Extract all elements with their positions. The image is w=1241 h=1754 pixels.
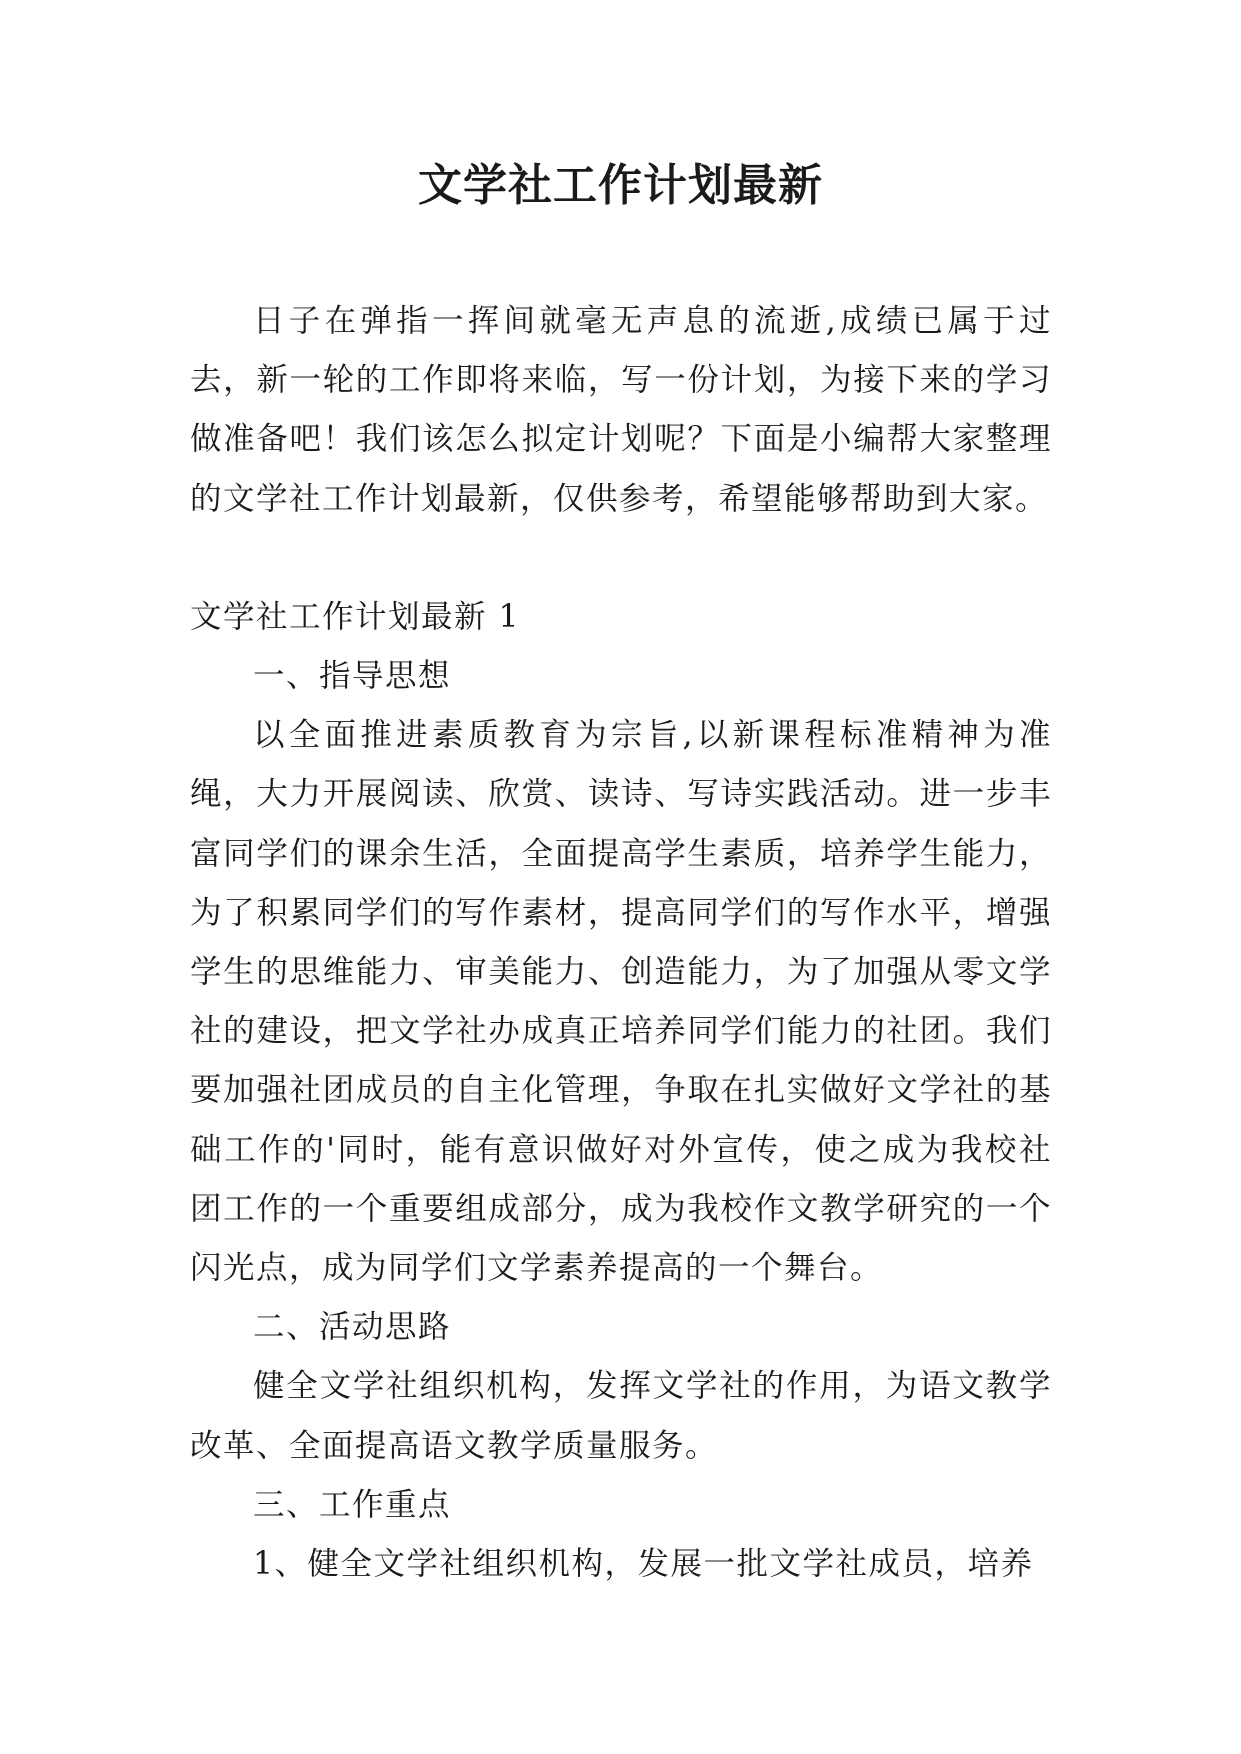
heading-activity-approach: 二、活动思路 bbox=[253, 1309, 452, 1346]
paragraph-work-focus: 1、健全文学社组织机构，发展一批文学社成员，培养 bbox=[253, 1546, 1034, 1583]
heading-work-focus: 三、工作重点 bbox=[253, 1486, 452, 1523]
document-title: 文学社工作计划最新 bbox=[418, 160, 823, 211]
section-title: 文学社工作计划最新 1 bbox=[190, 598, 521, 635]
document-body bbox=[190, 292, 1052, 1594]
heading-guiding-ideology: 一、指导思想 bbox=[253, 658, 452, 695]
intro-paragraph: 日子在弹指一挥间就毫无声息的流逝,成绩已属于过去，新一轮的工作即将来临，写一份计划，为接下来的学习做准备吧！我们该怎么拟定计划呢？下面是小编帮大家整理的文学社工作计划最新，仅供参考，希望能够帮助到大家。 bbox=[190, 303, 1052, 517]
paragraph-activity-approach: 健全文学社组织机构，发挥文学社的作用，为语文教学改革、全面提高语文教学质量服务。 bbox=[190, 1368, 1052, 1464]
paragraph-guiding-ideology: 以全面推进素质教育为宗旨,以新课程标准精神为准绳，大力开展阅读、欣赏、读诗、写诗实践活动。进一步丰富同学们的课余生活，全面提高学生素质，培养学生能力，为了积累同学们的写作素材，提高同学们的写作水平，增强学生的思维能力、审美能力、创造能力，为了加强从零文学社的建设，把文学社办成真正培养同学们能力的社团。我们要加强社团成员的自主化管理，争取在扎实做好文学社的基础工作的'同时，能有意识做好对外宣传，使之成为我校社团工作的一个重要组成部分，成为我校作文教学研究的一个闪光点，成为同学们文学素养提高的一个舞台。 bbox=[190, 717, 1052, 1287]
